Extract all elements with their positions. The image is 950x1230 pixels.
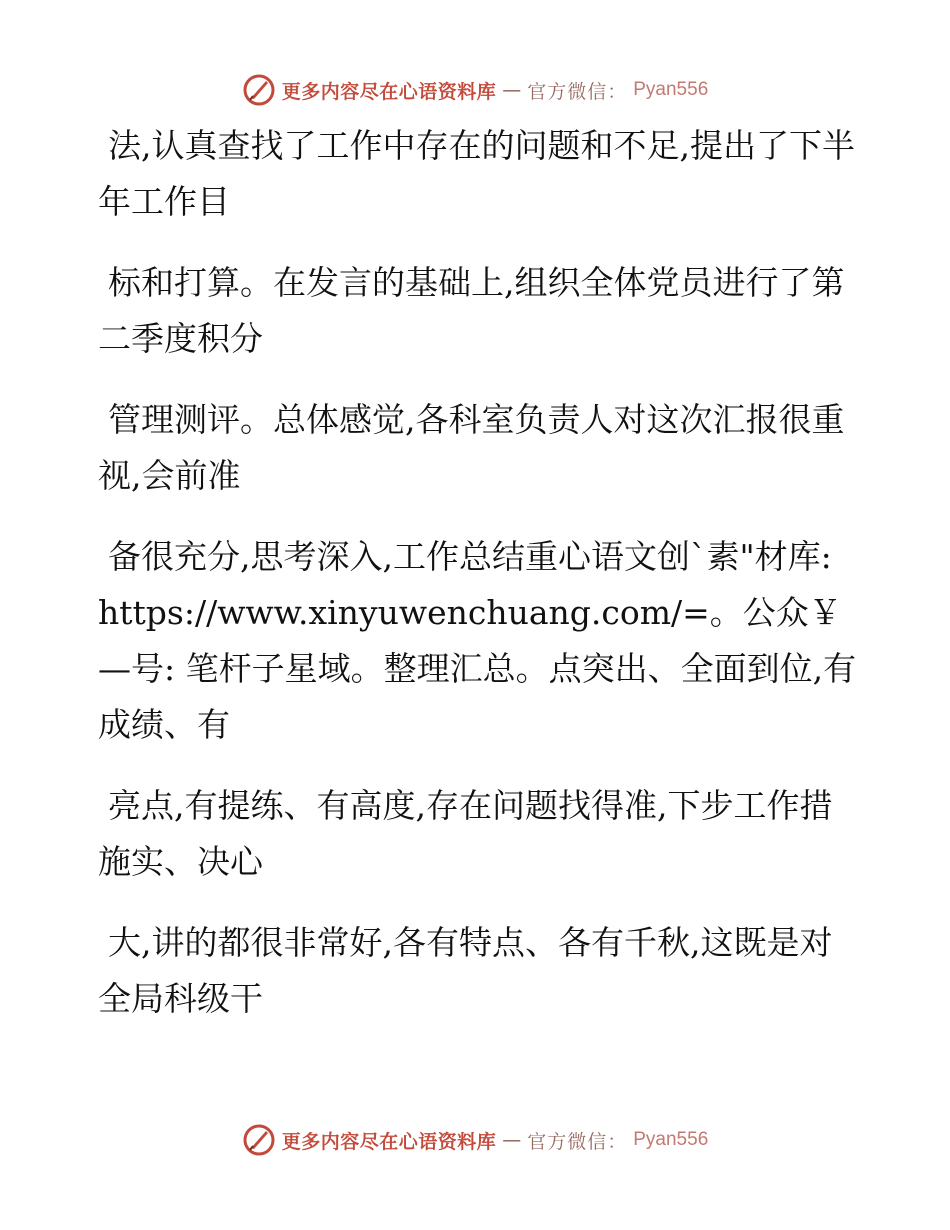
footer-banner	[0, 1120, 950, 1160]
header-banner-separator: —	[502, 79, 522, 101]
paragraph-3	[98, 392, 858, 504]
footer-banner-wechat-label: 官方微信：	[527, 1130, 628, 1153]
paragraph-2	[98, 255, 858, 367]
footer-banner-separator: —	[502, 1129, 522, 1151]
footer-banner-wechat-id: Pyan556	[633, 1129, 709, 1150]
paragraph-1	[98, 118, 858, 230]
paragraph-6	[98, 915, 858, 1027]
header-banner-wechat-label: 官方微信：	[527, 80, 628, 103]
paragraph-4	[98, 529, 858, 753]
paragraph-text: 备很充分,思考深入,工作总结重心语文创`素"材库: https://www.xinyuwenchuang.com/=。公众￥—号: 笔杆子星域。整理汇总。点突出、全面到位,有成绩、有	[98, 537, 857, 744]
header-banner	[0, 70, 950, 110]
footer-banner-title: 更多内容尽在心语资料库	[281, 1130, 497, 1153]
document-body	[98, 118, 858, 1052]
paragraph-text: 大,讲的都很非常好,各有特点、各有千秋,这既是对全局科级干	[98, 923, 833, 1018]
paragraph-text: 法,认真查找了工作中存在的问题和不足,提出了下半年工作目	[98, 126, 855, 221]
paragraph-text: 管理测评。总体感觉,各科室负责人对这次汇报很重视,会前准	[98, 400, 845, 495]
header-banner-title: 更多内容尽在心语资料库	[281, 80, 497, 103]
header-banner-wechat-id: Pyan556	[633, 79, 709, 100]
paragraph-text: 亮点,有提练、有高度,存在问题找得准,下步工作措施实、决心	[98, 786, 833, 881]
feather-pen-logo-icon	[242, 1123, 276, 1157]
paragraph-text: 标和打算。在发言的基础上,组织全体党员进行了第二季度积分	[98, 263, 845, 358]
feather-pen-logo-icon	[242, 73, 276, 107]
paragraph-5	[98, 778, 858, 890]
